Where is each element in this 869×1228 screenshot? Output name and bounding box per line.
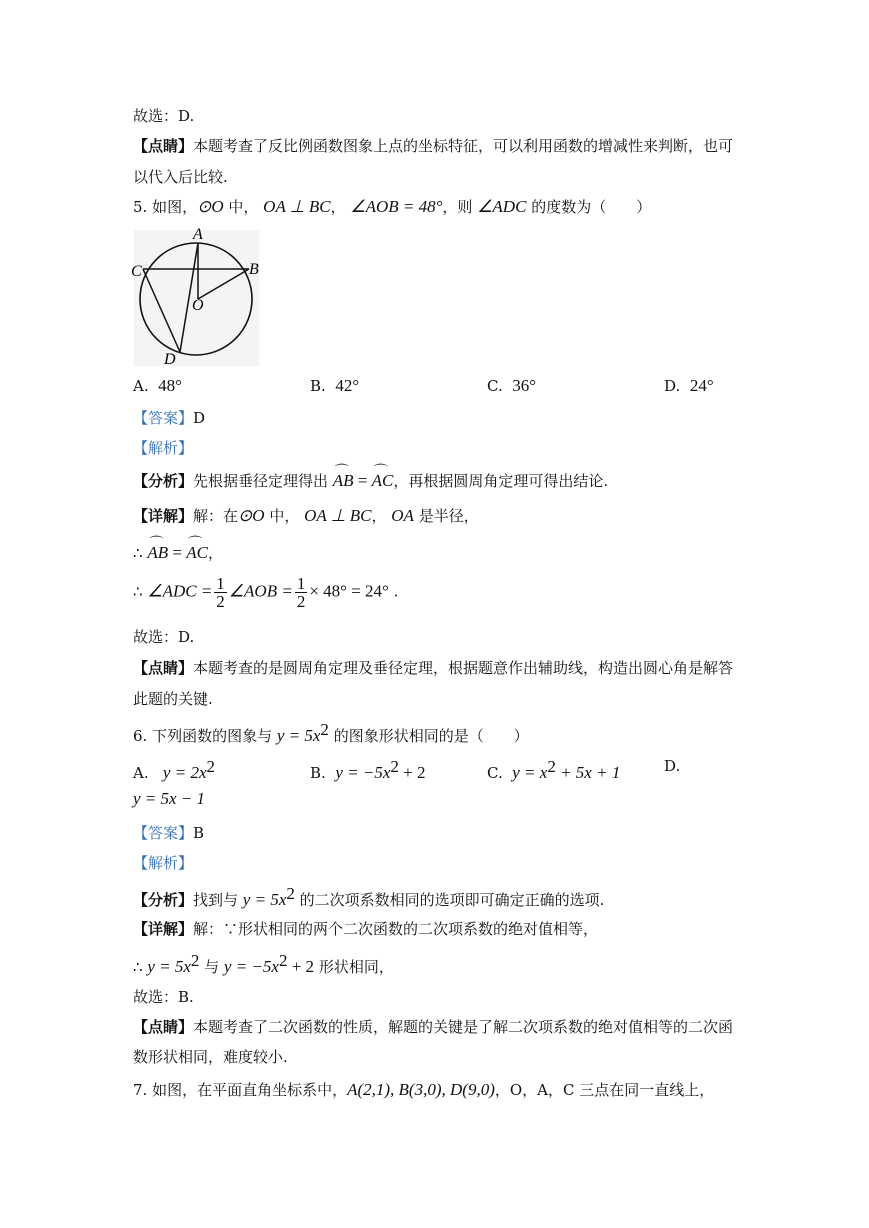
text-line — [133, 657, 733, 678]
answer-tag: 【答案】 — [133, 409, 194, 427]
option-value: y = 5x − 1 — [133, 789, 206, 808]
tag: 【点睛】 — [133, 1018, 194, 1036]
text-line — [133, 1016, 733, 1037]
therefore-symbol: ∴ — [133, 582, 143, 601]
fraction — [295, 575, 308, 610]
option-label: C. — [487, 377, 503, 395]
option-value: 48° — [158, 376, 182, 395]
calc-text: × 48° = 24° — [309, 581, 389, 601]
option-label: B. — [310, 377, 326, 395]
answer-line — [133, 407, 205, 428]
condition: OA ⊥ BC — [304, 506, 372, 525]
text-line: 数形状相同，难度较小. — [133, 1048, 288, 1066]
analysis-tag: 【解析】 — [133, 439, 194, 457]
q-text: 的图象形状相同的是（ ） — [328, 727, 529, 745]
q-text: 中， — [223, 198, 264, 216]
circle-symbol: ⊙O — [238, 506, 265, 525]
option-value-tail: + 5x + 1 — [555, 763, 621, 782]
option-value: 36° — [512, 376, 537, 395]
analysis-line — [133, 470, 608, 491]
answer-tag: 【答案】 — [133, 824, 194, 842]
detail-line — [133, 918, 598, 939]
tag: 【点睛】 — [133, 659, 194, 677]
option-value: 42° — [335, 376, 360, 395]
therefore-symbol: ∴ — [133, 958, 148, 976]
label-c: C — [131, 263, 142, 280]
label-b: B — [249, 261, 259, 278]
option-label: D. — [664, 377, 681, 395]
text: ，再根据圆周角定理可得出结论. — [393, 472, 609, 490]
therefore-symbol: ∴ — [133, 544, 143, 562]
fraction — [214, 575, 227, 610]
arc-ab: ⌒ AB — [147, 543, 168, 563]
answer-value: B — [193, 824, 205, 842]
q-text: ，则 — [442, 198, 478, 216]
label-o: O — [192, 297, 204, 314]
calc-text: ∠ADC = — [147, 581, 213, 601]
denominator: 2 — [296, 592, 306, 611]
numerator: 1 — [216, 574, 225, 593]
function-tail: + 2 — [287, 957, 315, 976]
text-line: 故选：B. — [133, 988, 194, 1006]
equals: = — [168, 543, 187, 562]
option-label: C. — [487, 764, 503, 782]
angle: ∠ADC — [477, 197, 527, 216]
option-label: A. — [133, 377, 149, 395]
answer-value: D — [193, 409, 206, 427]
q-text: 的度数为（ ） — [526, 198, 652, 216]
q-num: 6. 下列函数的图象与 — [133, 727, 277, 745]
text: ， — [371, 507, 392, 525]
text: 本题考查了反比例函数图象上点的坐标特征，可以利用函数的增减性来判断，也可 — [193, 137, 734, 155]
condition: ∠AOB = 48° — [350, 197, 443, 216]
option-value: y = 2x — [162, 763, 207, 782]
text: 解：在 — [193, 507, 239, 525]
tag: 【分析】 — [133, 891, 194, 909]
arc-ac: ⌒ AC — [372, 471, 394, 491]
tag: 【详解】 — [133, 920, 194, 938]
text: 找到与 — [193, 891, 243, 909]
option-a — [133, 376, 182, 396]
tag: 【分析】 — [133, 472, 194, 490]
text: . — [388, 582, 399, 601]
text: ， — [207, 544, 223, 562]
text-line: 以代入后比较. — [133, 168, 228, 186]
question-7 — [133, 1079, 714, 1100]
function: y = −5x — [223, 957, 279, 976]
option-value: 24° — [689, 376, 714, 395]
arc-ab: ⌒ AB — [333, 471, 354, 491]
tag: 【详解】 — [133, 507, 194, 525]
option-a: A. $y = 2x^2$ — [133, 757, 215, 782]
denominator: 2 — [216, 592, 225, 611]
label-a: A — [193, 226, 203, 243]
option-d-label: D. — [664, 757, 681, 775]
q-num: 5. 如图， — [133, 198, 198, 216]
option-b: B. $y = -5x^2 + 2$ — [310, 757, 426, 782]
text: 形状相同， — [314, 958, 394, 976]
analysis-line: 【分析】找到与 $y = 5x^2$ 的二次项系数相同的选项即可确定正确的选项. — [133, 884, 605, 909]
option-value-tail: + 2 — [398, 763, 426, 782]
text: 中， — [264, 507, 305, 525]
function: y = 5x — [242, 890, 287, 909]
option-value: y = x — [512, 763, 548, 782]
option-d — [664, 376, 714, 396]
question-5 — [133, 196, 651, 217]
analysis-tag: 【解析】 — [133, 854, 194, 872]
answer-line — [133, 822, 204, 843]
text: 先根据垂径定理得出 — [193, 472, 333, 490]
text-line: 故选：D. — [133, 107, 195, 125]
function: y = 5x — [276, 726, 321, 745]
function: y = 5x — [147, 957, 191, 976]
text-line — [133, 135, 733, 156]
option-c: C. $y = x^2 + 5x + 1$ — [487, 757, 621, 782]
text: 解：∵形状相同的两个二次函数的二次项系数的绝对值相等， — [193, 920, 599, 938]
text: 本题考查的是圆周角定理及垂径定理，根据题意作出辅助线，构造出圆心角是解答 — [193, 659, 734, 677]
q-num: 7. 如图，在平面直角坐标系中， — [133, 1081, 348, 1099]
text-line: 故选：D. — [133, 628, 195, 646]
text: 与 — [199, 958, 224, 976]
option-label: B. — [310, 764, 326, 782]
detail-line — [133, 505, 479, 526]
points: A(2,1), B(3,0), D(9,0) — [347, 1080, 495, 1099]
arc-ac: ⌒ AC — [186, 543, 208, 563]
text: 的二次项系数相同的选项即可确定正确的选项. — [294, 891, 605, 909]
calc-line — [133, 575, 398, 610]
circle-figure — [128, 226, 263, 371]
condition: OA ⊥ BC — [263, 197, 331, 216]
therefore-line: ∴ $y = 5x^2$ 与 $y = -5x^2 + 2$ 形状相同， — [133, 951, 394, 976]
option-label: A. — [133, 764, 149, 782]
equals: = — [353, 471, 372, 490]
option-value: y = −5x — [335, 763, 391, 782]
option-c — [487, 376, 536, 396]
text: 是半径， — [413, 507, 479, 525]
condition: OA — [391, 506, 414, 525]
label-d: D — [164, 351, 176, 368]
option-b — [310, 376, 359, 396]
q-text: ，O，A，C 三点在同一直线上， — [494, 1081, 715, 1099]
tag: 【点睛】 — [133, 137, 194, 155]
calc-text: ∠AOB = — [228, 581, 293, 601]
option-d — [133, 789, 205, 809]
numerator: 1 — [296, 574, 306, 593]
text-line: 此题的关键. — [133, 690, 213, 708]
text: 本题考查了二次函数的性质，解题的关键是了解二次项系数的绝对值相等的二次函 — [193, 1018, 734, 1036]
therefore-line — [133, 542, 223, 563]
q-text: ， — [330, 198, 351, 216]
circle-symbol: ⊙O — [197, 197, 224, 216]
question-6: 6. 下列函数的图象与 $y = 5x^2$ 的图象形状相同的是（ ） — [133, 720, 529, 745]
